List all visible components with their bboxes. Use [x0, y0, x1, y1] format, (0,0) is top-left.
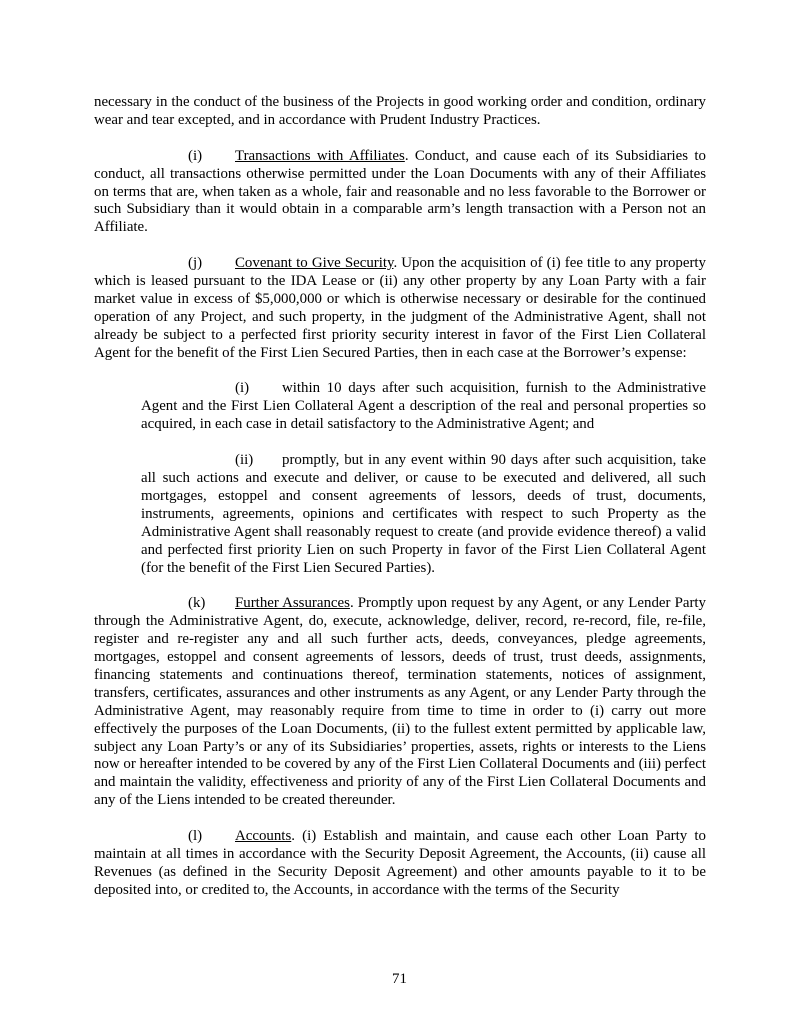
- section-heading: Accounts: [235, 828, 292, 845]
- section-marker: (k): [188, 595, 206, 612]
- section-marker: (l): [188, 828, 203, 845]
- subclause-body: within 10 days after such acquisition, furnish to the Administrative Agent and the First Lien Collateral Agent a description of the real and personal properties so acquired, in each case in detail satisfactory to the Administrative Agent; and: [141, 380, 706, 433]
- subclause-body: promptly, but in any event within 90 days after such acquisition, take all such actions and execute and deliver, or cause to be executed and delivered, all such mortgages, estoppel and consent agreements of lessors, deeds of trust, documents, instruments, agreements, opinions and certificates with respect to such Property as the Administrative Agent shall reasonably request to create (and provide evidence thereof) a valid and perfected first priority Lien on such Property in favor of the First Lien Collateral Agent (for the benefit of the First Lien Secured Parties).: [141, 452, 706, 576]
- section-body: . Conduct, and cause each of its Subsidiaries to conduct, all transactions otherwise permitted under the Loan Documents with any of their Affiliates on terms that are, when taken as a whole, fair and reasonable and no less favorable to the Borrower or such Subsidiary than it would obtain in a comparable arm’s length transaction with a Person not an Affiliate.: [94, 147, 706, 236]
- subclause-i: [141, 380, 706, 434]
- section-body: . Promptly upon request by any Agent, or any Lender Party through the Administrative Agent, do, execute, acknowledge, deliver, record, re-record, file, re-file, register and re-register any and all such further acts, deeds, conveyances, pledge agreements, mortgages, estoppel and consent agreements of lessors, deeds of trust, trust deeds, assignments, financing statements and continuations thereof, termination statements, notices of assignment, transfers, certificates, assurances and other instruments as any Agent, or any Lender Party through the Administrative Agent, may reasonably require from time to time in order to (i) carry out more effectively the purposes of the Loan Documents, (ii) to the fullest extent permitted by applicable law, subject any Loan Party’s or any of its Subsidiaries’ properties, assets, rights or interests to the Liens now or hereafter intended to be covered by any of the First Lien Collateral Documents and (iii) perfect and maintain the validity, effectiveness and priority of any of the First Lien Collateral Documents and any of the Liens intended to be created thereunder.: [94, 595, 707, 809]
- section-body: . (i) Establish and maintain, and cause each other Loan Party to maintain at all times in accordance with the Security Deposit Agreement, the Accounts, (ii) cause all Revenues (as defined in the Security Deposit Agreement) and other amounts payable to it to be deposited into, or credited to, the Accounts, in accordance with the terms of the Security: [94, 828, 706, 898]
- subclause-ii: [141, 452, 706, 577]
- section-j-covenant-to-give-security: [94, 255, 706, 362]
- page-number: 71: [392, 971, 407, 987]
- section-body: . Upon the acquisition of (i) fee title to any property which is leased pursuant to the IDA Lease or (ii) any other property by any Loan Party with a fair market value in excess of $5,000,000 or which is otherwise necessary or desirable for the continued operation of any Project, and such property, in the judgment of the Administrative Agent, shall not already be subject to a perfected first priority security interest in favor of the First Lien Collateral Agent for the benefit of the First Lien Secured Parties, then in each case at the Borrower’s expense:: [94, 255, 706, 361]
- section-k-further-assurances: [94, 595, 706, 810]
- section-i-transactions-with-affiliates: [94, 148, 706, 238]
- subclause-marker: (i): [235, 380, 250, 397]
- section-heading: Covenant to Give Security: [235, 255, 394, 272]
- section-l-accounts: [94, 828, 706, 900]
- section-marker: (i): [188, 147, 203, 164]
- document-page: [94, 94, 706, 900]
- continuation-paragraph: necessary in the conduct of the business of the Projects in good working order and condition, ordinary wear and tear excepted, and in accordance with Prudent Industry Practices.: [94, 94, 706, 128]
- section-marker: (j): [188, 255, 203, 272]
- section-heading: Further Assurances: [235, 595, 350, 612]
- subclause-marker: (ii): [235, 452, 254, 469]
- section-heading: Transactions with Affiliates: [235, 147, 405, 164]
